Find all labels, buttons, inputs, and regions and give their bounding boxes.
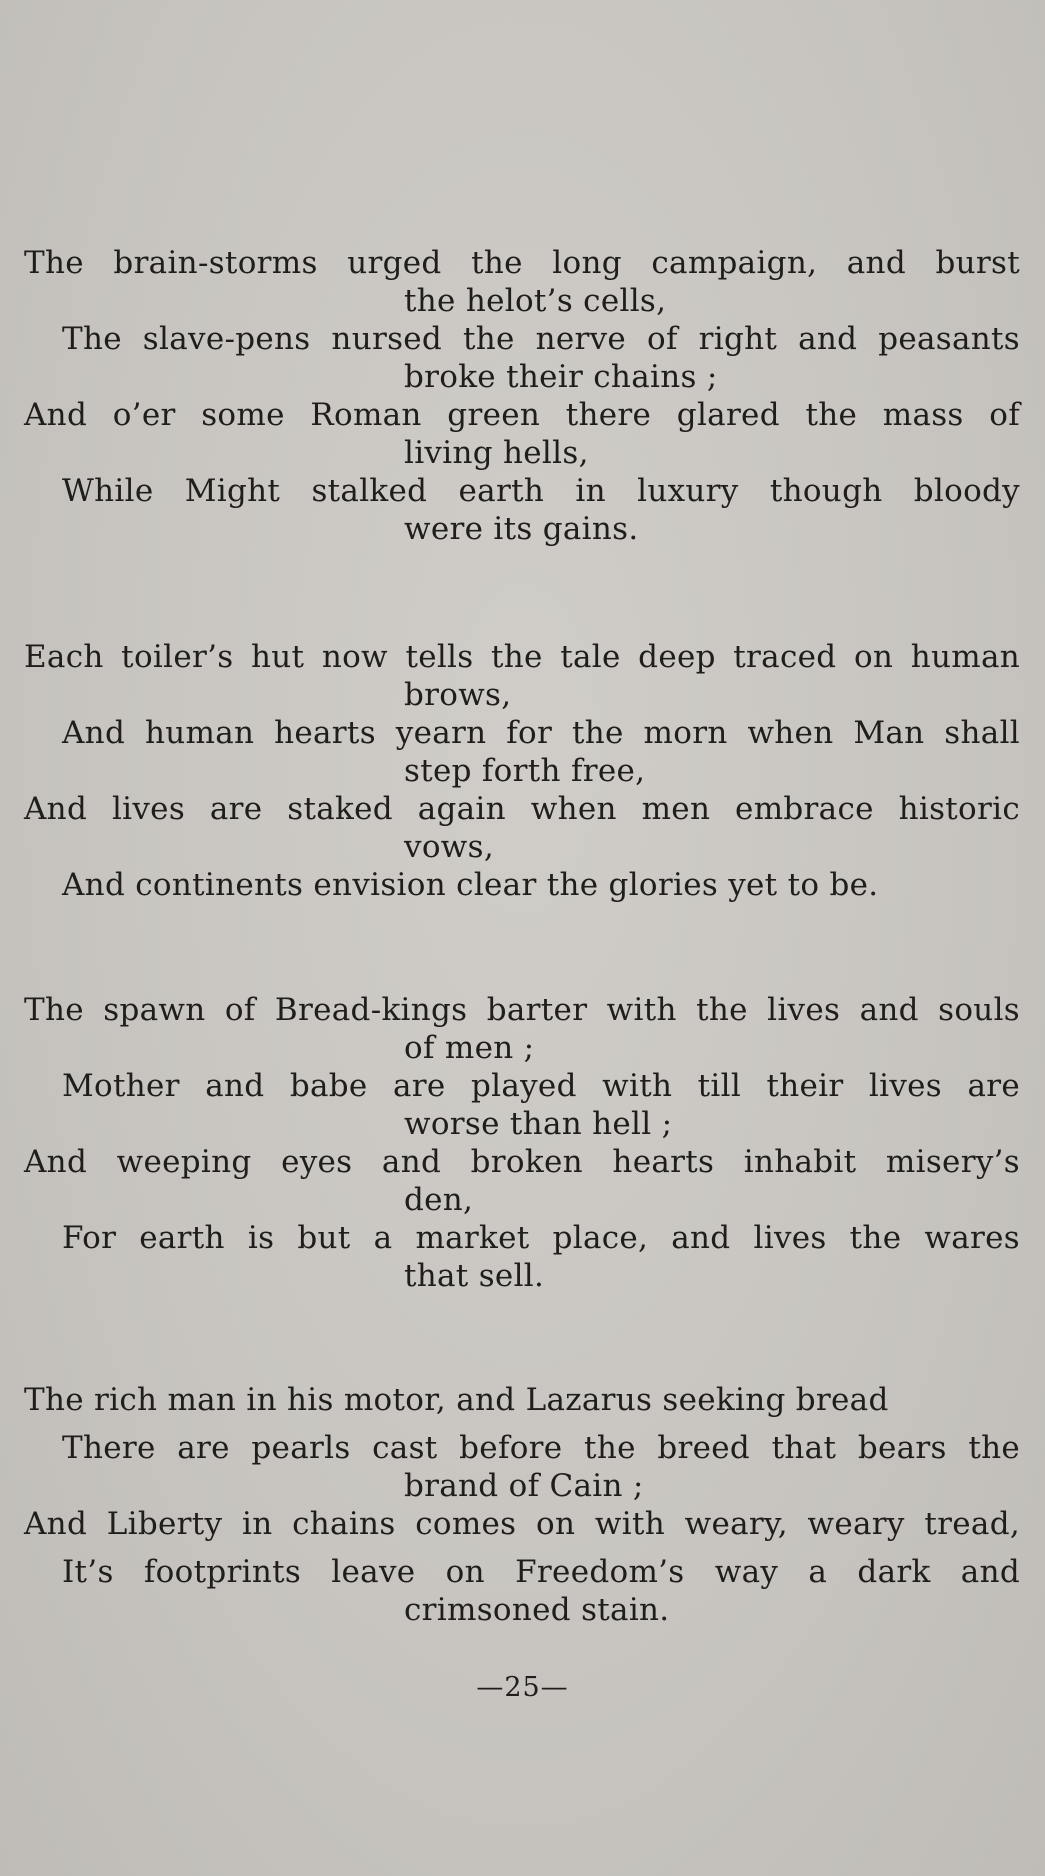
verse-line-continuation: that sell. (404, 1258, 545, 1294)
stanza-2 (24, 638, 1020, 904)
verse-line-continuation: broke their chains ; (404, 359, 718, 395)
verse-line-text: The rich man in his motor, and Lazarus seeking bread (24, 1382, 889, 1418)
verse-line-text: Mother and babe are played with till their lives are (62, 1068, 1020, 1104)
verse-line-continuation: den, (404, 1182, 474, 1218)
verse-line-continuation: vows, (404, 829, 494, 865)
verse-line-text: For earth is but a market place, and lives the wares (62, 1220, 1020, 1256)
verse-line (24, 714, 1020, 790)
verse-line-text: And o’er some Roman green there glared the mass of (24, 397, 1020, 433)
verse-line-text: And human hearts yearn for the morn when Man shall (62, 715, 1020, 751)
verse-line-continuation: brows, (404, 677, 512, 713)
verse-line-text: And lives are staked again when men embrace historic (24, 791, 1020, 827)
verse-line-continuation: crimsoned stain. (404, 1592, 670, 1628)
verse-line-text: Each toiler’s hut now tells the tale deep traced on human (24, 639, 1020, 675)
page-number: —25— (476, 1672, 569, 1703)
verse-line (24, 1381, 1020, 1419)
verse-line (24, 472, 1020, 548)
verse-line (24, 396, 1020, 472)
verse-line (24, 1143, 1020, 1219)
verse-line (24, 1067, 1020, 1143)
stanza-4 (24, 1381, 1020, 1629)
verse-line-continuation: of men ; (404, 1030, 535, 1066)
stanza-1 (24, 244, 1020, 548)
verse-line-text: The brain-storms urged the long campaign, and burst (24, 245, 1020, 281)
verse-line (24, 320, 1020, 396)
verse-line-text: It’s footprints leave on Freedom’s way a dark and (62, 1554, 1020, 1590)
stanza-3 (24, 991, 1020, 1295)
verse-line (24, 1505, 1020, 1543)
verse-line-text: The slave-pens nursed the nerve of right and peasants (62, 321, 1020, 357)
verse-line-continuation: living hells, (404, 435, 589, 471)
verse-line (24, 1553, 1020, 1629)
verse-line (24, 638, 1020, 714)
verse-line-text: And continents envision clear the glories yet to be. (62, 867, 879, 903)
verse-line-text: And Liberty in chains comes on with weary, weary tread, (24, 1506, 1020, 1542)
verse-line (24, 1219, 1020, 1295)
verse-line-continuation: worse than hell ; (404, 1106, 673, 1142)
verse-line (24, 991, 1020, 1067)
verse-line (24, 790, 1020, 866)
verse-line (24, 1429, 1020, 1505)
verse-line-text: And weeping eyes and broken hearts inhabit misery’s (24, 1144, 1020, 1180)
verse-line-continuation: the helot’s cells, (404, 283, 667, 319)
verse-line-continuation: were its gains. (404, 511, 639, 547)
verse-line-text: While Might stalked earth in luxury though bloody (62, 473, 1020, 509)
verse-line (24, 244, 1020, 320)
verse-line-text: There are pearls cast before the breed that bears the (62, 1430, 1020, 1466)
verse-line-continuation: brand of Cain ; (404, 1468, 644, 1504)
verse-line-text: The spawn of Bread-kings barter with the lives and souls (24, 992, 1020, 1028)
verse-line (24, 866, 1020, 904)
verse-line-continuation: step forth free, (404, 753, 646, 789)
